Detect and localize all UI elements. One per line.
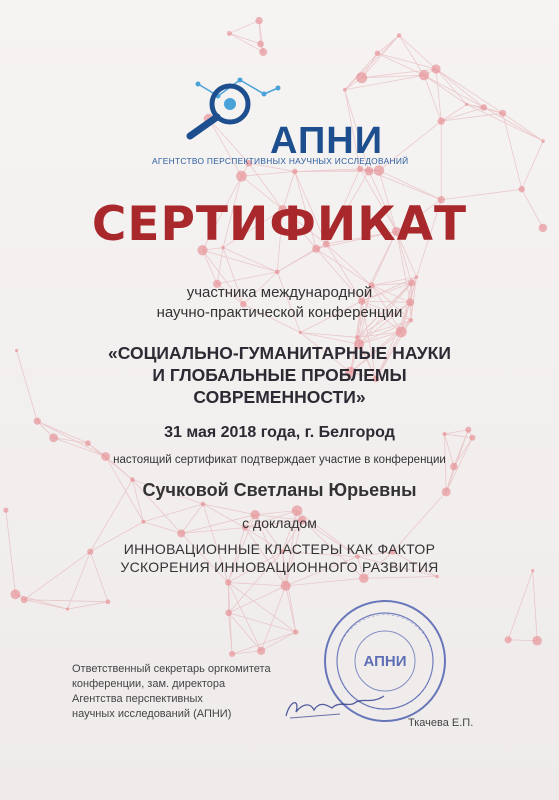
- network-node: [66, 607, 69, 610]
- network-node: [3, 508, 8, 513]
- signatory-title: [72, 662, 322, 722]
- network-node: [415, 275, 418, 278]
- network-link: [261, 632, 296, 651]
- network-node: [481, 104, 488, 111]
- subtitle-line: участника международной: [186, 284, 373, 301]
- logo-tagline: АГЕНТСТВО ПЕРСПЕКТИВНЫХ НАУЧНЫХ ИССЛЕДОВАНИЙ: [152, 156, 409, 166]
- signatory-line: конференции, зам. директора: [72, 678, 226, 690]
- network-node: [106, 599, 111, 604]
- network-node: [21, 596, 28, 603]
- network-link: [316, 249, 371, 286]
- network-link: [24, 600, 108, 602]
- network-link: [229, 21, 259, 34]
- conference-line: «СОЦИАЛЬНО-ГУМАНИТАРНЫЕ НАУКИ: [108, 343, 451, 363]
- network-node: [255, 17, 262, 24]
- network-link: [484, 107, 543, 141]
- network-node: [375, 51, 381, 57]
- network-link: [24, 600, 68, 609]
- network-link: [228, 582, 261, 650]
- network-link: [364, 577, 437, 579]
- conference-line: СОВРЕМЕННОСТИ»: [193, 387, 366, 407]
- stamp-center-text: АПНИ: [363, 653, 407, 670]
- network-node: [201, 502, 206, 507]
- network-node: [236, 171, 247, 182]
- certificate-title: СЕРТИФИКАТ: [91, 197, 468, 252]
- network-node: [499, 110, 506, 117]
- network-link: [203, 250, 278, 272]
- network-link: [277, 249, 316, 272]
- network-node: [532, 636, 542, 646]
- network-link: [228, 582, 285, 585]
- signatory-line: Агентства перспективных: [72, 693, 203, 705]
- network-node: [465, 103, 468, 106]
- network-node: [275, 269, 280, 274]
- network-node: [257, 41, 264, 48]
- network-link: [533, 571, 537, 641]
- network-node: [541, 139, 545, 143]
- network-node: [293, 629, 298, 634]
- network-link: [286, 578, 364, 586]
- network-node: [438, 117, 445, 124]
- participant-name: Сучковой Светланы Юрьевны: [142, 480, 417, 500]
- network-link: [379, 170, 441, 199]
- signatory-name: Ткачева Е.П.: [408, 717, 474, 729]
- network-node: [257, 647, 265, 655]
- network-node: [225, 579, 231, 585]
- network-node: [225, 609, 232, 616]
- network-link: [508, 571, 533, 640]
- network-link: [522, 141, 543, 189]
- network-link: [436, 69, 503, 113]
- network-node: [299, 331, 302, 334]
- apni-logo: [150, 60, 410, 170]
- network-node: [519, 186, 525, 192]
- network-node: [355, 335, 359, 339]
- network-node: [396, 326, 407, 337]
- confirm-text: настоящий сертификат подтверждает участие в конференции: [113, 454, 446, 466]
- network-link: [229, 613, 262, 651]
- network-link: [203, 504, 255, 515]
- certificate-subtitle: [0, 283, 559, 323]
- network-node: [229, 651, 235, 657]
- network-link: [229, 613, 296, 632]
- network-node: [281, 581, 291, 591]
- network-node: [227, 31, 232, 36]
- logo-name: АПНИ: [270, 120, 384, 162]
- network-node: [259, 48, 267, 56]
- report-line: ИННОВАЦИОННЫЕ КЛАСТЕРЫ КАК ФАКТОР: [123, 541, 436, 557]
- subtitle-line: научно-практической конференции: [156, 304, 403, 321]
- network-link: [300, 333, 357, 338]
- report-title: [0, 540, 559, 576]
- network-node: [431, 64, 440, 73]
- network-link: [68, 602, 108, 609]
- signatory-line: научных исследований (АПНИ): [72, 708, 232, 720]
- network-link: [241, 171, 294, 176]
- report-label: с докладом: [242, 515, 317, 531]
- network-node: [397, 33, 401, 37]
- network-node: [419, 70, 429, 80]
- conference-name: [0, 342, 559, 408]
- date-place: 31 мая 2018 года, г. Белгород: [164, 424, 395, 441]
- report-line: УСКОРЕНИЯ ИННОВАЦИОННОГО РАЗВИТИЯ: [120, 559, 439, 575]
- network-link: [377, 35, 399, 53]
- network-link: [217, 248, 223, 284]
- network-link: [424, 75, 484, 107]
- signatory-line: Ответственный секретарь оргкомитета: [72, 663, 271, 675]
- network-node: [11, 589, 21, 599]
- conference-line: И ГЛОБАЛЬНЫЕ ПРОБЛЕМЫ: [152, 365, 407, 385]
- network-node: [505, 636, 512, 643]
